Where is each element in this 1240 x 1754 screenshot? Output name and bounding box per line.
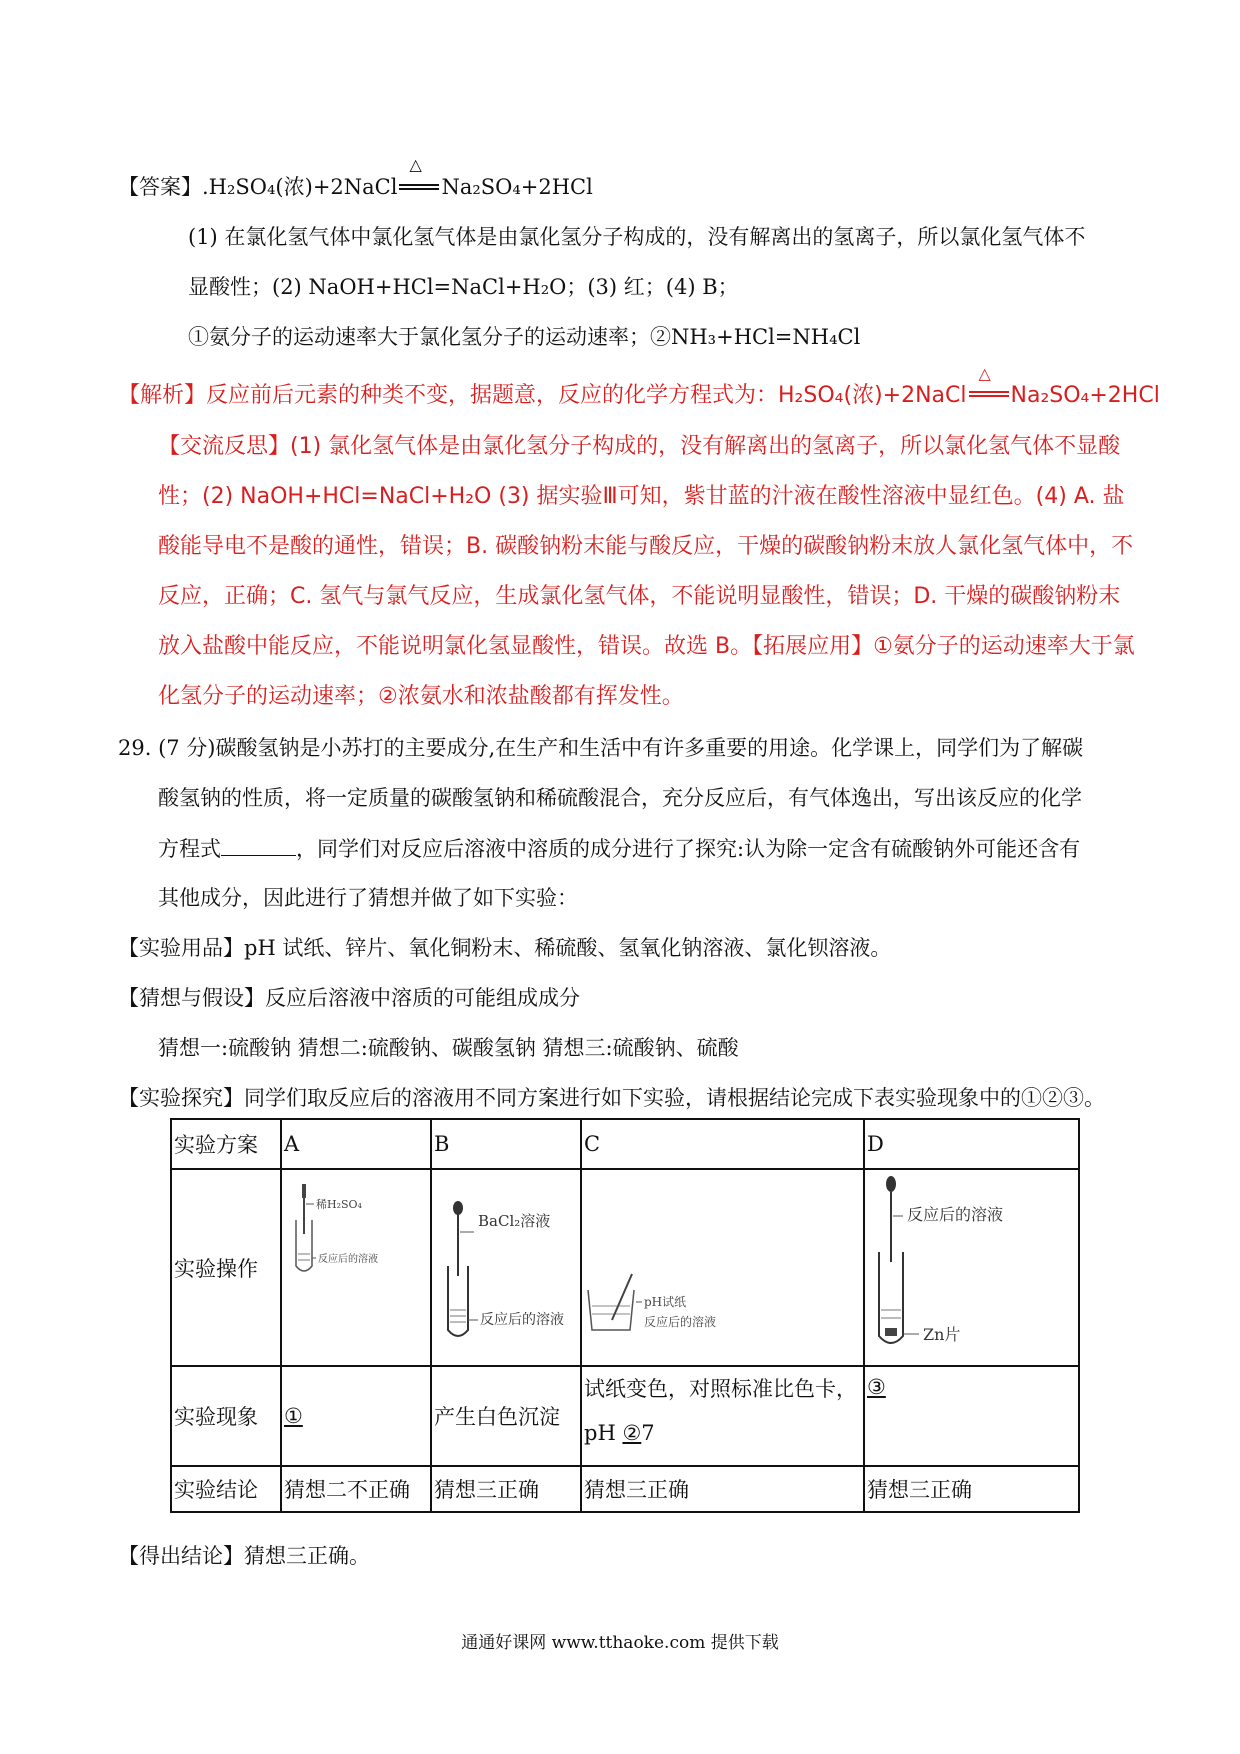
scheme-b: B [431,1119,581,1169]
q29-line-3 [158,833,1080,864]
phenomenon-c[interactable] [581,1366,864,1466]
conclusion-c: 猜想三正确 [581,1466,864,1512]
row-header-phenomena: 实验现象 [171,1366,281,1466]
phenomenon-d[interactable] [864,1366,1079,1466]
analysis-line-4: 反应，正确；C. 氢气与氯气反应，生成氯化氢气体，不能说明显酸性，错误；D. 干燥的碳酸钠粉末 [158,584,1121,609]
q29-line-1: 29. (7 分)碳酸氢钠是小苏打的主要成分,在生产和生活中有许多重要的用途。化学课上，同学们为了解碳 [118,736,1084,760]
scheme-d: D [864,1119,1079,1169]
figure-cell-b [431,1169,581,1366]
table-row-conclusion [171,1466,1079,1512]
analysis-line-1: 【交流反思】(1) 氯化氢气体是由氯化氢分子构成的，没有解离出的氢离子，所以氯化氢气体不显酸 [158,434,1121,459]
answer-equation-left: .H₂SO₄(浓)+2NaCl [202,175,398,199]
table-row-scheme [171,1119,1079,1169]
row-header-conclusion: 实验结论 [171,1466,281,1512]
row-header-scheme: 实验方案 [171,1119,281,1169]
analysis-line-3: 酸能导电不是酸的通性，错误；B. 碳酸钠粉末能与酸反应，干燥的碳酸钠粉末放人氯化氢气体中，不 [158,534,1134,559]
figure-cell-a [281,1169,431,1366]
hypothesis-line: 【猜想与假设】反应后溶液中溶质的可能组成成分 [118,986,580,1010]
test-tube-dropper-figure-a [284,1170,428,1360]
answer-label: 【答案】 [118,175,202,199]
d-solution-label: 反应后的溶液 [907,1205,1004,1224]
table-row-operation [171,1169,1079,1366]
conclusion-d: 猜想三正确 [864,1466,1079,1512]
q29-line-2: 酸氢钠的性质，将一定质量的碳酸氢钠和稀硫酸混合，充分反应后，有气体逸出，写出该反应的化学 [158,786,1082,810]
analysis-line-6: 化氢分子的运动速率；②浓氨水和浓盐酸都有挥发性。 [158,684,684,709]
page-footer: 通通好课网 www.tthaoke.com 提供下载 [461,1633,779,1653]
test-tube-dropper-figure-b [434,1170,578,1360]
blank-1: ① [284,1404,303,1428]
explore-line: 【实验探究】同学们取反应后的溶液用不同方案进行如下实验，请根据结论完成下表实验现象中的①②③。 [118,1086,1105,1110]
a-solution-label: 反应后的溶液 [318,1254,378,1265]
ph-label: pH [584,1421,623,1445]
answer-equation-right: Na₂SO₄+2HCl [441,175,593,199]
analysis-line-2: 性；(2) NaOH+HCl=NaCl+H₂O (3) 据实验Ⅲ可知，紫甘蓝的汁液在酸性溶液中显红色。(4) A. 盐 [158,484,1125,509]
q29-line-4: 其他成分，因此进行了猜想并做了如下实验： [158,886,578,910]
figure-cell-c [581,1169,864,1366]
zinc-test-figure-d [867,1170,1076,1360]
answer-line-1: (1) 在氯化氢气体中氯化氢气体是由氯化氢分子构成的，没有解离出的氢离子，所以氯化氢气体不 [188,225,1086,249]
reaction-condition-arrow [397,155,441,202]
analysis-intro: 反应前后元素的种类不变，据题意，反应的化学方程式为：H₂SO₄(浓)+2NaCl [206,383,967,408]
c-paper-label: pH试纸 [644,1295,687,1309]
analysis-heat-symbol: △ [978,364,991,383]
analysis-label: 【解析】 [118,383,207,408]
blank-2: ② [622,1421,642,1445]
b-reagent-label: BaCl₂溶液 [478,1212,551,1230]
c-solution-label: 反应后的溶液 [644,1315,717,1329]
phenomenon-b: 产生白色沉淀 [431,1366,581,1466]
table-row-phenomena [171,1366,1079,1466]
heat-condition-symbol: △ [409,155,422,174]
figure-cell-d [864,1169,1079,1366]
answer-blank[interactable] [221,833,296,856]
materials-line: 【实验用品】pH 试纸、锌片、氧化铜粉末、稀硫酸、氢氧化钠溶液、氯化钡溶液。 [118,936,892,960]
q29-line-3-start: 方程式 [158,837,221,861]
phenomenon-c-line-1: 试纸变色，对照标准比色卡， [584,1377,857,1401]
b-solution-label: 反应后的溶液 [480,1312,564,1328]
conclusion-b: 猜想三正确 [431,1466,581,1512]
scheme-c: C [581,1119,864,1169]
answer-line-2: 显酸性；(2) NaOH+HCl=NaCl+H₂O；(3) 红；(4) B； [188,275,739,299]
analysis-equation-right: Na₂SO₄+2HCl [1010,383,1160,408]
analysis-line-5: 放入盐酸中能反应，不能说明氯化氢显酸性，错误。故选 B。【拓展应用】①氨分子的运动速率大于氯 [158,634,1135,659]
analysis-condition-arrow [967,364,1011,411]
analysis-intro-line [118,364,1160,411]
blank-3: ③ [867,1375,886,1399]
conclusion-a: 猜想二不正确 [281,1466,431,1512]
d-metal-label: Zn片 [923,1325,961,1344]
row-header-operation: 实验操作 [171,1169,281,1366]
guesses-line: 猜想一:硫酸钠 猜想二:硫酸钠、碳酸氢钠 猜想三:硫酸钠、硫酸 [158,1036,739,1060]
answer-equation-line [118,155,593,202]
answer-line-3: ①氨分子的运动速率大于氯化氢分子的运动速率；②NH₃+HCl=NH₄Cl [188,325,861,349]
scheme-a: A [281,1119,431,1169]
a-reagent-label: 稀H₂SO₄ [316,1198,362,1211]
phenomenon-a[interactable] [281,1366,431,1466]
ph-test-figure-c [584,1170,861,1360]
phenomenon-c-line-2 [584,1411,861,1455]
experiment-table [170,1118,1080,1513]
ph-value: 7 [641,1421,655,1445]
q29-line-3-end: ，同学们对反应后溶液中溶质的成分进行了探究:认为除一定含有硫酸钠外可能还含有 [296,837,1081,861]
conclusion-line: 【得出结论】猜想三正确。 [118,1544,370,1568]
